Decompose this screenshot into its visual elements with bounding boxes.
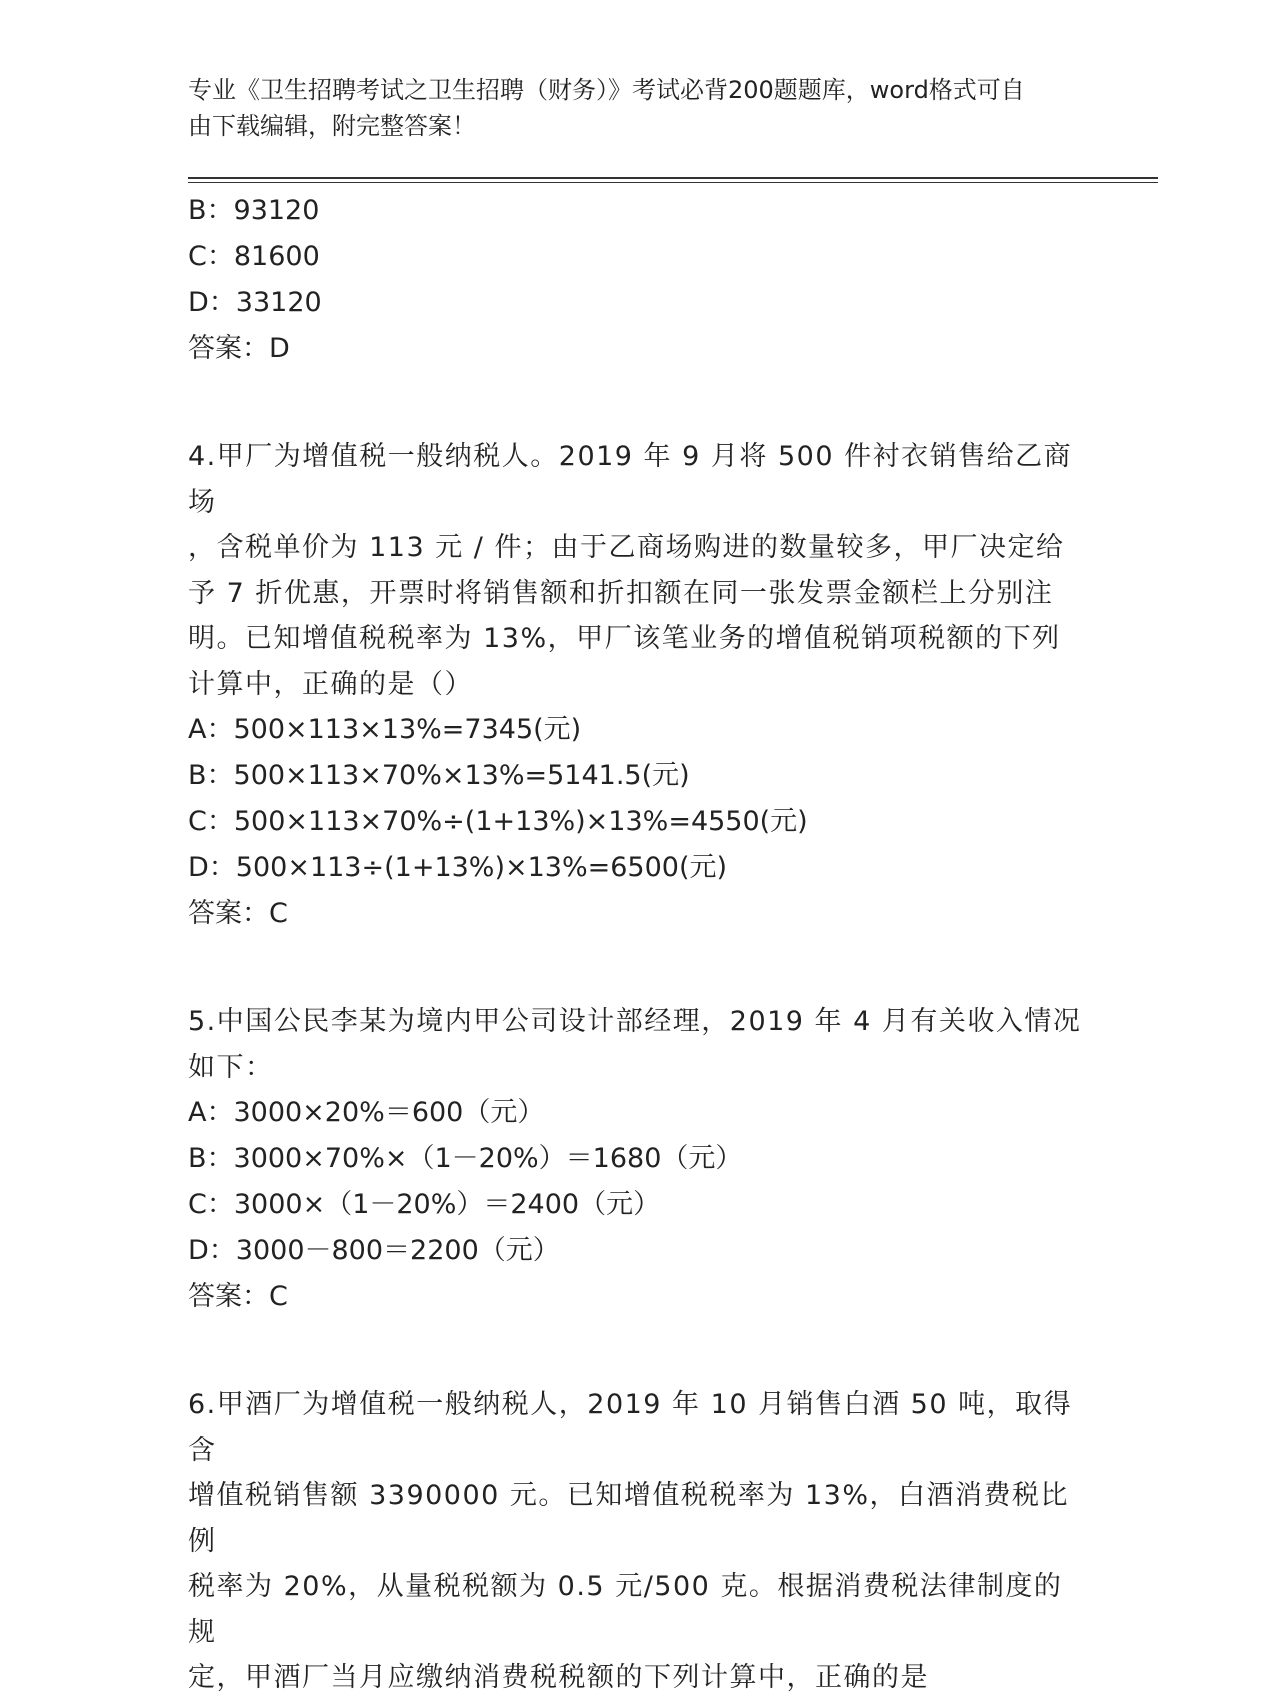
question-text-line: 4.甲厂为增值税一般纳税人。2019 年 9 月将 500 件衬衣销售给乙商场 [188, 441, 1073, 518]
header-divider-thin [188, 182, 1158, 183]
question-text-line: 定，甲酒厂当月应缴纳消费税税额的下列计算中，正确的是 [188, 1662, 929, 1693]
option-d: D：33120 [188, 287, 322, 318]
spacer [188, 937, 1088, 999]
option-d: D：3000－800＝2200（元） [188, 1235, 560, 1266]
question-6 [188, 1382, 1088, 1701]
question-text-line: 如下： [188, 1051, 274, 1083]
document-header [188, 72, 1068, 144]
question-text-line: 明。已知增值税税率为 13%，甲厂该笔业务的增值税销项税额的下列 [188, 623, 1061, 654]
question-text-line: 税率为 20%，从量税税额为 0.5 元/500 克。根据消费税法律制度的规 [188, 1571, 1063, 1648]
header-line-2: 由下载编辑，附完整答案！ [188, 112, 476, 140]
option-b: B：500×113×70%×13%=5141.5(元) [188, 760, 690, 791]
answer: 答案：C [188, 898, 288, 929]
answer: 答案：C [188, 1281, 288, 1312]
option-a: A：500×113×13%=7345(元) [188, 714, 582, 745]
option-b: B：93120 [188, 195, 320, 226]
option-c: C：500×113×70%÷(1+13%)×13%=4550(元) [188, 806, 808, 837]
question-text-line: 予 7 折优惠，开票时将销售额和折扣额在同一张发票金额栏上分别注 [188, 577, 1054, 609]
header-divider-thick [188, 177, 1158, 179]
option-c: C：3000×（1－20%）＝2400（元） [188, 1189, 661, 1220]
question-text-line: 增值税销售额 3390000 元。已知增值税税率为 13%，白酒消费税比例 [188, 1480, 1070, 1557]
question-text-line: 计算中，正确的是（） [188, 668, 473, 700]
spacer [188, 372, 1088, 434]
spacer [188, 1320, 1088, 1382]
answer: 答案：D [188, 333, 290, 364]
option-c: C：81600 [188, 241, 320, 272]
question-4 [188, 434, 1088, 937]
question-text-line: 6.甲酒厂为增值税一般纳税人，2019 年 10 月销售白酒 50 吨，取得含 [188, 1389, 1073, 1466]
question-3-tail [188, 188, 1088, 372]
question-text-line: 5.中国公民李某为境内甲公司设计部经理，2019 年 4 月有关收入情况 [188, 1006, 1082, 1037]
option-b: B：3000×70%×（1－20%）＝1680（元） [188, 1143, 743, 1174]
option-d: D：500×113÷(1+13%)×13%=6500(元) [188, 852, 728, 883]
option-a: A：3000×20%＝600（元） [188, 1097, 545, 1128]
question-text-line: ，含税单价为 113 元 / 件；由于乙商场购进的数量较多，甲厂决定给 [188, 532, 1065, 563]
document-body [188, 188, 1088, 1701]
header-line-1: 专业《卫生招聘考试之卫生招聘（财务）》考试必背200题题库，word格式可自 [188, 76, 1025, 104]
question-5 [188, 999, 1088, 1320]
